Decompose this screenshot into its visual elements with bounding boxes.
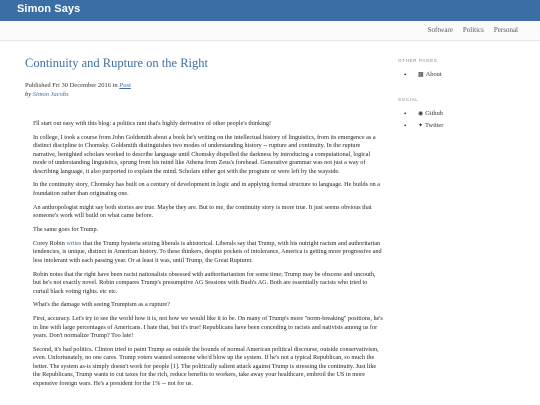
post-title[interactable]: Continuity and Rupture on the Right — [25, 56, 208, 70]
sidebar-item-label: Twitter — [425, 122, 444, 129]
nav-item-politics[interactable]: Politics — [462, 26, 484, 34]
writes-link[interactable]: writes — [66, 239, 82, 247]
twitter-icon: ✦ — [418, 123, 424, 129]
post-header — [25, 56, 385, 99]
sidebar-item-label: Github — [425, 110, 444, 117]
nav-item-personal[interactable]: Personal — [493, 26, 518, 34]
main-nav — [428, 26, 518, 34]
author-line — [25, 90, 385, 99]
document-icon: ▩ — [418, 72, 424, 78]
category-link[interactable]: Post — [119, 82, 131, 89]
paragraph: The same goes for Trump. — [33, 226, 99, 234]
corey-rest: that the Trump hysteria seizing liberals is ahistorical. Liberals say that Trump, with his outright racism and authoritarian tendencies, is unique, distinct in American history. To these thinkers, despite pockets of intolerance, America is getting more progressive and less intolerant with each passing year. Or at least it was, until Trump, the Great Rupturer. — [33, 239, 382, 264]
sidebar-item-twitter[interactable] — [398, 120, 528, 132]
nav-bar — [0, 21, 540, 41]
published-in: in — [112, 82, 118, 89]
published-date: Fri 30 December 2016 — [52, 82, 111, 89]
author-link[interactable]: Simon Jacobs — [32, 91, 69, 98]
corey-lead: Corey Robin — [33, 239, 65, 247]
post-body — [33, 120, 383, 394]
paragraph: What's the damage with seeing Trumpism as a rupture? — [33, 301, 170, 309]
sidebar-item-about[interactable] — [398, 69, 528, 81]
paragraph: In the continuity story, Chomsky has built on a century of development in logic and in applying formal structure to language. He builds on a foundation rather than originating one. — [33, 181, 381, 197]
paragraph: I'll start out easy with this blog: a politics rant that's highly derivative of other people's thinking! — [33, 120, 272, 127]
social-heading: SOCIAL — [398, 97, 419, 102]
paragraph: Second, it's bad politics. Clinton tried to paint Trump as outside the bounds of normal American political discourse, outside conservativism, even. Unfortunately, no one cares. Trump voters wanted someone who'd blow up the system. If he's not a typical Republican, so much the better. The system as-is simply doesn't work for people [1]. The politically salient attack against Trump is stressing the continuity. Just like the Republicans, Trump wants to cut taxes for the rich, reduce benefits to workers, take away your healthcare, embroil the US in more expensive foreign wars. He's a president for the 1% -- not for us. — [33, 346, 379, 387]
social-list — [398, 108, 528, 132]
paragraph-corey-robin — [33, 240, 383, 265]
paragraph: Robin notes that the right have been racist nationalists obsessed with authoritarianism for some time; Trump may be obscene and uncouth, but he's not exactly novel. Robin compares Trump's presumptive AG Sessions with Bush's AG. Both are essentially racists who tried to curtail black voting rights. etc etc. — [33, 270, 376, 295]
github-icon: ◉ — [418, 111, 424, 117]
sidebar-item-label: About — [425, 71, 442, 78]
top-bar — [0, 0, 540, 21]
paragraph: An anthropologist might say both stories are true. Maybe they are. But to me, the continuity story is more true. It just seems obvious that someone's work will build on what came before. — [33, 203, 372, 220]
sidebar-item-github[interactable] — [398, 108, 528, 120]
published-line — [25, 81, 385, 90]
nav-item-software[interactable]: Software — [427, 26, 453, 34]
by-label: by — [25, 91, 32, 98]
published-prefix: Published — [25, 82, 51, 89]
paragraph: First, accuracy. Let's try to see the world how it is, not how we would like it to be. On many of Trump's more "norm-breaking" positions, he's in line with large percentages of Americans. I hate that, but it's true! Republicans have been conceding to racists and nativists among us for years. Don't normalize Trump? Too late! — [33, 315, 383, 340]
post-meta — [25, 81, 385, 99]
sidebar — [398, 58, 528, 148]
other-pages-heading: OTHER PAGES — [398, 58, 438, 63]
other-pages-list — [398, 69, 528, 81]
paragraph: In college, I took a course from John Goldsmith about a book he's writing on the intellectual history of linguistics, from its emergence as a distinct discipline to Chomsky. Goldsmith distinguishes two modes of understanding history -- rupture and continuity. In the rupture narrative, benighted scholars worked to describe language until Chomsky dispelled the darkness by introducing a computational, logical mode of understanding linguistics, sprung from his mind like Athena from Zeus's forehead. Generative grammar was not just a way of describing language, it also purported to explain the mind. Scholars either got with the program or were left by the wayside. — [33, 133, 376, 175]
site-brand[interactable]: Simon Says — [17, 3, 81, 15]
